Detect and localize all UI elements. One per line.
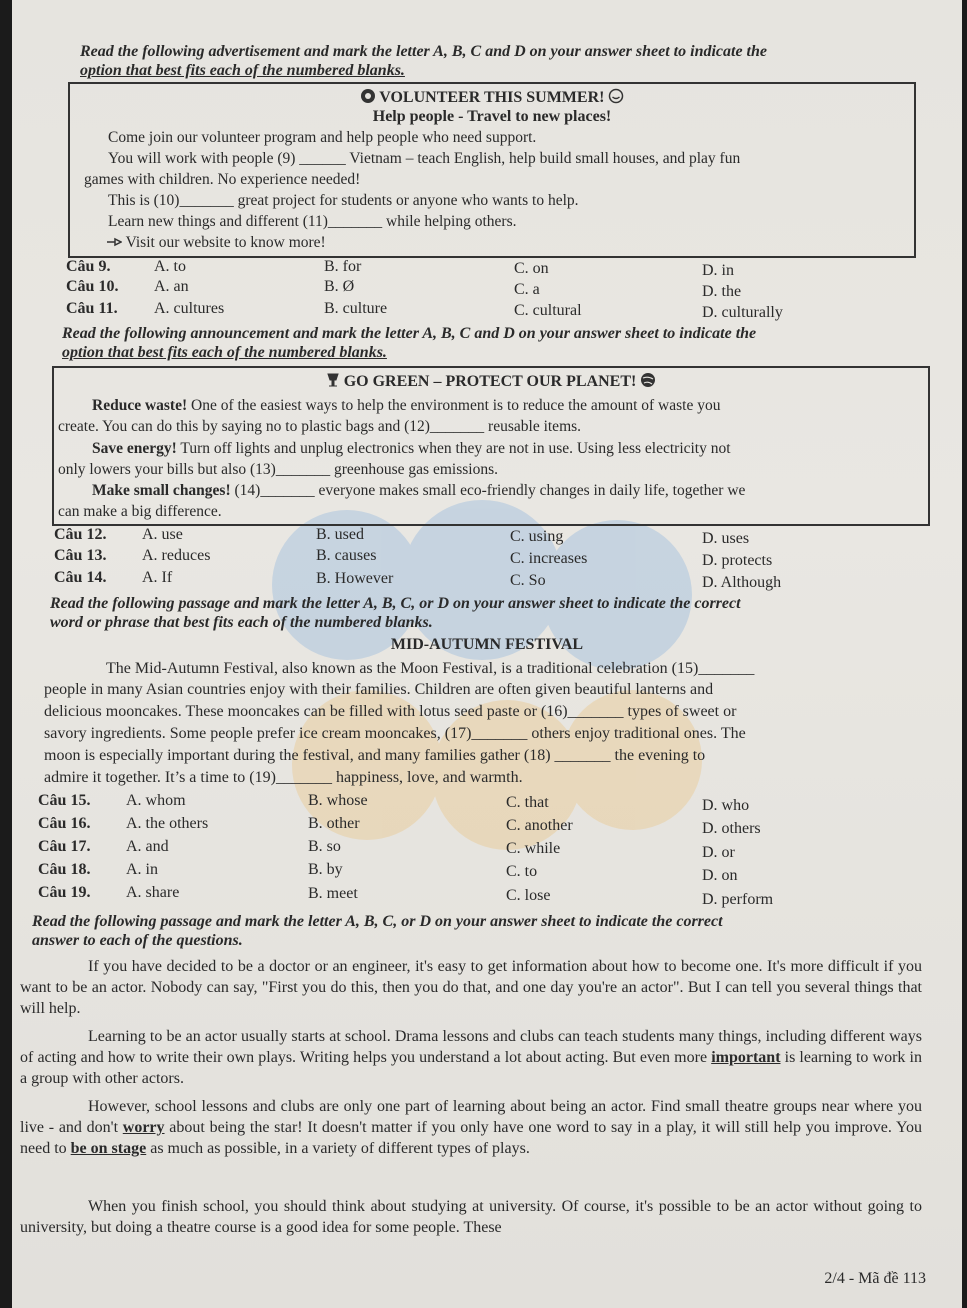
q18-option-a[interactable]: A. in <box>126 861 158 878</box>
ad-line-1: Come join our volunteer program and help people who need support. <box>108 129 537 146</box>
instruction-4-line1: Read the following passage and mark the letter A, B, C, or D on your answer sheet to indicate the correct <box>32 913 723 930</box>
announcement-title: GO GREEN – PROTECT OUR PLANET! <box>54 372 928 393</box>
ad-subtitle: Help people - Travel to new places! <box>372 108 612 125</box>
q17-number: Câu 17. <box>38 838 91 855</box>
q12-option-a[interactable]: A. use <box>142 526 183 543</box>
instruction-3 <box>50 594 955 632</box>
instruction-2-line1: Read the following announcement and mark the letter A, B, C and D on your answer sheet to indicate the <box>62 325 757 342</box>
q9-option-d[interactable]: D. in <box>702 262 734 279</box>
go-green-box <box>52 366 930 526</box>
q10-option-d[interactable]: D. the <box>702 283 742 300</box>
highlighted-phrase-be-on-stage: be on stage <box>70 1140 147 1157</box>
instruction-1-line2: option that best fits each of the numbered blanks. <box>80 62 405 79</box>
q13-option-c[interactable]: C. increases <box>510 550 588 567</box>
q16-number: Câu 16. <box>38 815 91 832</box>
festival-title: MID-AUTUMN FESTIVAL <box>390 636 584 653</box>
exam-page <box>12 0 962 1308</box>
q14-option-d[interactable]: D. Although <box>702 574 782 591</box>
q19-option-d[interactable]: D. perform <box>702 891 774 908</box>
instruction-1-line1: Read the following advertisement and mark the letter A, B, C and D on your answer sheet to indicate the <box>80 43 767 60</box>
ad-line-4: Learn new things and different (11)_______ while helping others. <box>108 213 517 230</box>
q17-option-d[interactable]: D. or <box>702 844 735 861</box>
ad-line-3: This is (10)_______ great project for students or anyone who wants to help. <box>108 192 579 209</box>
trophy-icon <box>326 372 340 393</box>
q19-option-b[interactable]: B. meet <box>308 885 358 902</box>
green-p1-line1: Reduce waste! One of the easiest ways to help the environment is to reduce the amount of waste you <box>92 397 721 414</box>
q18-option-c[interactable]: C. to <box>506 863 538 880</box>
smile-icon <box>608 88 624 109</box>
q13-number: Câu 13. <box>54 547 107 564</box>
festival-line-1: The Mid-Autumn Festival, also known as the Moon Festival, is a traditional celebration (15)_______ <box>106 660 755 677</box>
instruction-4 <box>32 912 957 950</box>
reading-paragraph-1: If you have decided to be a doctor or an engineer, it's easy to get information about how to become one. It's more difficult if you want to be an actor. Nobody can say, "First you do this, then you do that, and one day you're an actor". But I can tell you several things that will help. <box>20 958 922 1017</box>
ad-line-2a: You will work with people (9) ______ Vietnam – teach English, help build small houses, and play fun <box>108 150 741 167</box>
q17-option-c[interactable]: C. while <box>506 840 561 857</box>
q16-option-b[interactable]: B. other <box>308 815 360 832</box>
q18-number: Câu 18. <box>38 861 91 878</box>
q19-option-a[interactable]: A. share <box>126 884 180 901</box>
volunteer-ad-box <box>68 82 916 258</box>
q13-option-a[interactable]: A. reduces <box>142 547 211 564</box>
ad-line-5: Visit our website to know more! <box>106 233 326 255</box>
green-p3-line1: Make small changes! (14)_______ everyone makes small eco-friendly changes in daily life, together we <box>92 482 746 499</box>
highlighted-word-worry: worry <box>122 1119 165 1136</box>
instruction-3-line2: word or phrase that best fits each of the numbered blanks. <box>50 614 433 631</box>
q16-option-a[interactable]: A. the others <box>126 815 209 832</box>
ad-title: VOLUNTEER THIS SUMMER! <box>70 88 914 109</box>
q14-option-a[interactable]: A. If <box>142 569 173 586</box>
festival-line-5: moon is especially important during the festival, and many families gather (18) _______ the evening to <box>44 747 706 764</box>
q17-option-b[interactable]: B. so <box>308 838 341 855</box>
festival-line-2: people in many Asian countries enjoy with their families. Children are often given beautiful lanterns and <box>44 681 714 698</box>
q16-option-c[interactable]: C. another <box>506 817 573 834</box>
q10-option-b[interactable]: B. Ø <box>324 278 355 295</box>
q12-number: Câu 12. <box>54 526 107 543</box>
instruction-2 <box>62 324 952 362</box>
instruction-2-line2: option that best fits each of the numbered blanks. <box>62 344 387 361</box>
q15-number: Câu 15. <box>38 792 91 809</box>
q19-number: Câu 19. <box>38 884 91 901</box>
badge-icon <box>360 88 376 109</box>
q12-option-d[interactable]: D. uses <box>702 530 750 547</box>
q9-option-c[interactable]: C. on <box>514 260 549 277</box>
q9-number: Câu 9. <box>66 258 111 275</box>
reading-paragraph-4: When you finish school, you should think about studying at university. Of course, it's possible to be an actor without going to university, but doing a theatre course is a good idea for some people. These <box>20 1198 922 1236</box>
green-p1-line2: create. You can do this by saying no to plastic bags and (12)_______ reusable items. <box>58 418 582 435</box>
q16-option-d[interactable]: D. others <box>702 820 761 837</box>
green-p3-line2: can make a big difference. <box>58 503 222 520</box>
green-p2-line2: only lowers your bills but also (13)_______ greenhouse gas emissions. <box>58 461 498 478</box>
q10-option-c[interactable]: C. a <box>514 281 540 298</box>
ad-line-2b: games with children. No experience needed! <box>84 171 361 188</box>
q15-option-c[interactable]: C. that <box>506 794 549 811</box>
q18-option-d[interactable]: D. on <box>702 867 738 884</box>
q12-option-c[interactable]: C. using <box>510 528 564 545</box>
q15-option-b[interactable]: B. whose <box>308 792 368 809</box>
q10-option-a[interactable]: A. an <box>154 278 189 295</box>
instruction-1 <box>80 42 950 80</box>
q13-option-b[interactable]: B. causes <box>316 547 377 564</box>
q11-number: Câu 11. <box>66 300 118 317</box>
q15-option-d[interactable]: D. who <box>702 797 750 814</box>
q9-option-b[interactable]: B. for <box>324 258 362 275</box>
reading-paragraph-2: Learning to be an actor usually starts at school. Drama lessons and clubs can teach students many things, including different ways of acting and how to write their own plays. Writing helps you understand a lot about acting. But even more important is learning to work in a group with other actors. <box>20 1028 923 1087</box>
q9-option-a[interactable]: A. to <box>154 258 186 275</box>
q11-option-a[interactable]: A. cultures <box>154 300 225 317</box>
instruction-3-line1: Read the following passage and mark the letter A, B, C, or D on your answer sheet to indicate the correct <box>50 595 741 612</box>
q18-option-b[interactable]: B. by <box>308 861 343 878</box>
festival-line-4: savory ingredients. Some people prefer ice cream mooncakes, (17)_______ others enjoy traditional ones. The <box>44 725 746 742</box>
festival-line-6: admire it together. It’s a time to (19)_______ happiness, love, and warmth. <box>44 769 523 786</box>
green-p2-line1: Save energy! Turn off lights and unplug electronics when they are not in use. Using less electricity not <box>92 440 731 457</box>
q11-option-c[interactable]: C. cultural <box>514 302 582 319</box>
q12-option-b[interactable]: B. used <box>316 526 364 543</box>
globe-icon <box>640 372 656 393</box>
q11-option-d[interactable]: D. culturally <box>702 304 783 321</box>
q10-number: Câu 10. <box>66 278 119 295</box>
page-footer: 2/4 - Mã đề 113 <box>824 1270 926 1287</box>
q19-option-c[interactable]: C. lose <box>506 887 551 904</box>
festival-line-3: delicious mooncakes. These mooncakes can be filled with lotus seed paste or (16)_______ types of sweet or <box>44 703 737 720</box>
highlighted-word-important: important <box>711 1049 781 1066</box>
q13-option-d[interactable]: D. protects <box>702 552 773 569</box>
q14-option-b[interactable]: B. However <box>316 570 394 587</box>
q15-option-a[interactable]: A. whom <box>126 792 186 809</box>
q14-number: Câu 14. <box>54 569 107 586</box>
instruction-4-line2: answer to each of the questions. <box>32 932 243 949</box>
reading-paragraph-3: However, school lessons and clubs are only one part of learning about being an actor. Find small theatre groups near where you live - and don't worry about being the star! It doesn't matter if you only have one word to say in a play, it will still help you improve. You need to be on stage as much as possible, in a variety of different types of plays. <box>20 1098 922 1157</box>
q17-option-a[interactable]: A. and <box>126 838 169 855</box>
pointing-hand-icon <box>106 235 122 255</box>
q11-option-b[interactable]: B. culture <box>324 300 388 317</box>
q14-option-c[interactable]: C. So <box>510 572 546 589</box>
